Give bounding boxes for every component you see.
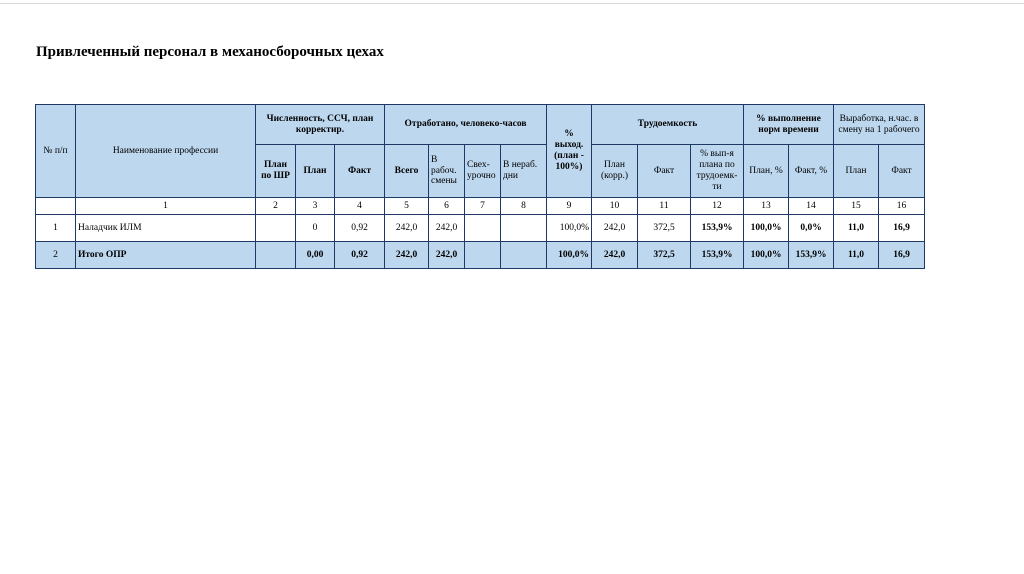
row-norm-fact: 0,0% (789, 215, 834, 242)
column-number: 14 (789, 198, 834, 215)
row-plan: 0 (296, 215, 335, 242)
row-total: 242,0 (385, 215, 429, 242)
top-rule (0, 3, 1024, 4)
header-nonwork-days: В нераб. дни (501, 145, 547, 198)
header-out-fact: Факт (879, 145, 925, 198)
header-pct-out: % выход. (план - 100%) (547, 105, 592, 198)
header-worked-group: Отработано, человеко-часов (385, 105, 547, 145)
header-num: № п/п (36, 105, 76, 198)
table-row-total (36, 242, 925, 269)
row-pct: 100,0% (547, 215, 592, 242)
column-number: 11 (638, 198, 691, 215)
row-labor-pct: 153,9% (691, 215, 744, 242)
column-number: 10 (592, 198, 638, 215)
row-out-fact: 16,9 (879, 215, 925, 242)
row-labor-plan: 242,0 (592, 242, 638, 269)
header-plan-shr: План по ШР (256, 145, 296, 198)
header-labor-plan: План (корр.) (592, 145, 638, 198)
row-out-plan: 11,0 (834, 215, 879, 242)
row-labor-plan: 242,0 (592, 215, 638, 242)
header-overtime: Свех-урочно (465, 145, 501, 198)
row-norm-plan: 100,0% (744, 242, 789, 269)
row-labor-pct: 153,9% (691, 242, 744, 269)
row-plan: 0,00 (296, 242, 335, 269)
row-overtime (465, 242, 501, 269)
row-norm-fact: 153,9% (789, 242, 834, 269)
column-number: 1 (76, 198, 256, 215)
header-norm-group: % выполнение норм времени (744, 105, 834, 145)
header-plan: План (296, 145, 335, 198)
row-labor-fact: 372,5 (638, 215, 691, 242)
row-profession: Итого ОПР (76, 242, 256, 269)
header-labor-fact: Факт (638, 145, 691, 198)
column-number: 16 (879, 198, 925, 215)
row-num: 1 (36, 215, 76, 242)
column-number: 13 (744, 198, 789, 215)
table-row (36, 215, 925, 242)
row-fact: 0,92 (335, 242, 385, 269)
page-title: Привлеченный персонал в механосборочных цехах (36, 44, 384, 60)
header-norm-fact: Факт, % (789, 145, 834, 198)
row-nonwork (501, 215, 547, 242)
column-number: 4 (335, 198, 385, 215)
row-nonwork (501, 242, 547, 269)
header-profession: Наименование профессии (76, 105, 256, 198)
header-total: Всего (385, 145, 429, 198)
staff-table (35, 104, 925, 269)
row-labor-fact: 372,5 (638, 242, 691, 269)
column-number: 3 (296, 198, 335, 215)
row-pct: 100,0% (547, 242, 592, 269)
header-norm-plan: План, % (744, 145, 789, 198)
header-fact: Факт (335, 145, 385, 198)
row-out-fact: 16,9 (879, 242, 925, 269)
column-number: 9 (547, 198, 592, 215)
column-number: 6 (429, 198, 465, 215)
row-profession: Наладчик ИЛМ (76, 215, 256, 242)
row-num: 2 (36, 242, 76, 269)
header-output-group: Выработка, н.час. в смену на 1 рабочего (834, 105, 925, 145)
header-out-plan: План (834, 145, 879, 198)
column-number: 8 (501, 198, 547, 215)
row-in-shifts: 242,0 (429, 242, 465, 269)
row-plan-shr (256, 242, 296, 269)
row-plan-shr (256, 215, 296, 242)
row-overtime (465, 215, 501, 242)
row-fact: 0,92 (335, 215, 385, 242)
column-number: 7 (465, 198, 501, 215)
column-number: 5 (385, 198, 429, 215)
column-number: 2 (256, 198, 296, 215)
header-in-shifts: В рабоч. смены (429, 145, 465, 198)
column-number (36, 198, 76, 215)
header-labor-group: Трудоемкость (592, 105, 744, 145)
row-total: 242,0 (385, 242, 429, 269)
column-number: 12 (691, 198, 744, 215)
row-out-plan: 11,0 (834, 242, 879, 269)
column-number: 15 (834, 198, 879, 215)
header-headcount-group: Численность, ССЧ, план корректир. (256, 105, 385, 145)
row-norm-plan: 100,0% (744, 215, 789, 242)
header-labor-pct: % вып-я плана по трудоемк-ти (691, 145, 744, 198)
row-in-shifts: 242,0 (429, 215, 465, 242)
